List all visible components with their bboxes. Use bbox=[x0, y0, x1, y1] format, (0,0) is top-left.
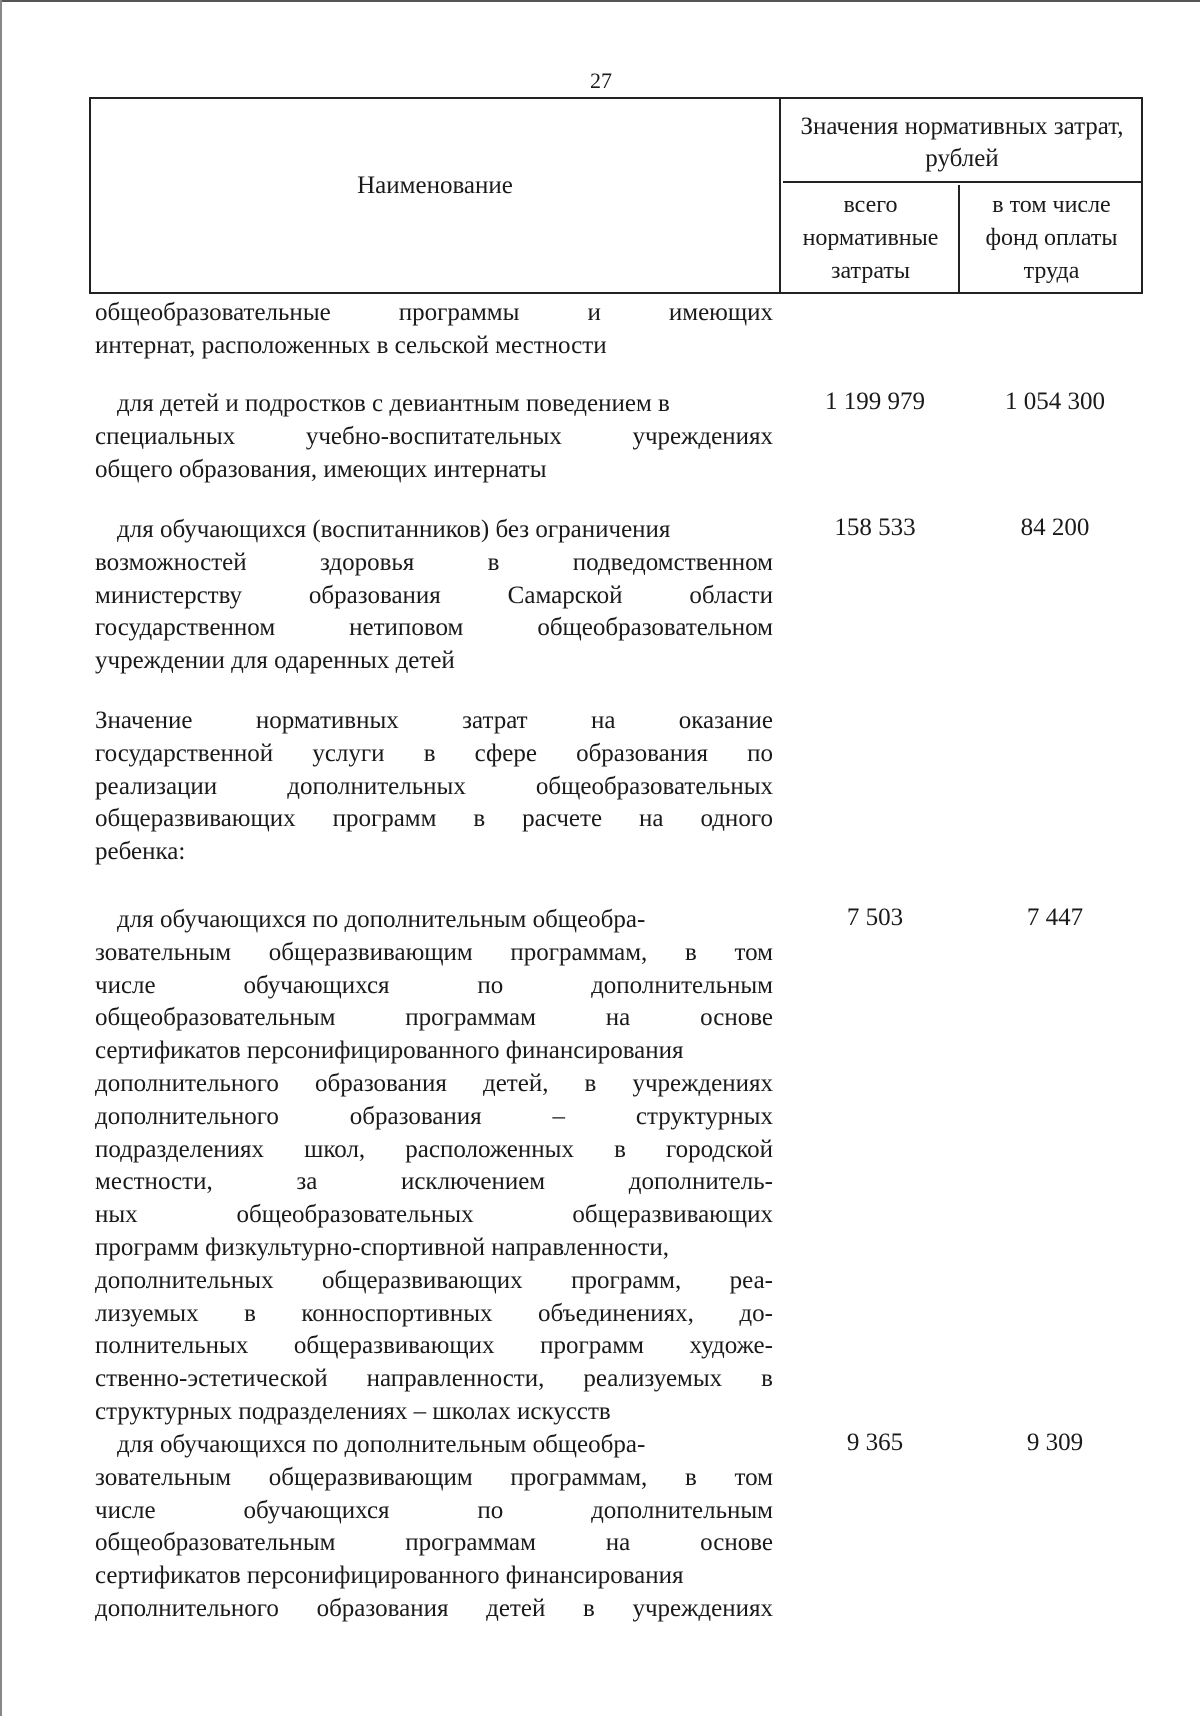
row-text-word: сфере bbox=[474, 739, 537, 767]
row-text-line bbox=[95, 1462, 773, 1495]
row-text-word: одного bbox=[700, 805, 773, 833]
page-number: 27 bbox=[590, 68, 612, 93]
row-text-word: зовательным bbox=[95, 938, 232, 966]
row-text-word: ственно-эстетической bbox=[95, 1365, 328, 1393]
row-text-word: общеразвивающих bbox=[95, 805, 296, 833]
row-text-word: программы bbox=[398, 299, 520, 326]
row-total-value: 9 365 bbox=[846, 1429, 904, 1456]
row-text-line bbox=[95, 803, 773, 836]
row-text-word: дополнительных bbox=[287, 772, 466, 800]
row-text-word: на bbox=[605, 1529, 631, 1557]
row-text-word: в bbox=[423, 739, 436, 767]
row-text-line bbox=[95, 1068, 773, 1101]
row-text-line bbox=[95, 514, 773, 547]
row-text-line bbox=[95, 705, 773, 738]
row-text-line bbox=[95, 421, 773, 454]
table-row bbox=[95, 388, 773, 486]
row-text-word: услуги bbox=[312, 739, 385, 767]
row-text-word: – bbox=[552, 1102, 566, 1130]
row-text-word: подведомственном bbox=[572, 548, 773, 576]
row-text-word: здоровья bbox=[319, 548, 415, 576]
row-text-word: образования bbox=[349, 1102, 482, 1130]
row-text-line bbox=[95, 388, 773, 421]
row-text-word: министерству bbox=[95, 581, 243, 609]
header-total-line: затраты bbox=[831, 258, 910, 284]
row-text-word: школ, bbox=[304, 1135, 366, 1163]
row-text-word: общеразвивающих bbox=[293, 1332, 495, 1360]
row-text-word: числе bbox=[95, 1496, 156, 1524]
row-text-word: в bbox=[685, 1463, 697, 1491]
row-text-word: учебно-воспитательных bbox=[305, 422, 562, 450]
row-text-word: числе bbox=[95, 971, 156, 999]
row-text-word: программ bbox=[332, 805, 437, 833]
row-text-word: дополнительных bbox=[95, 1266, 274, 1294]
row-text-line bbox=[95, 297, 773, 330]
row-text-word: нормативных bbox=[255, 707, 399, 734]
row-text-word: в bbox=[584, 1069, 597, 1097]
row-text-word: на bbox=[639, 805, 664, 833]
row-name-text bbox=[95, 1429, 773, 1626]
row-text-word: программам bbox=[405, 1004, 536, 1032]
row-payroll-value: 1 054 300 bbox=[1005, 388, 1105, 415]
header-total-line: нормативные bbox=[802, 225, 939, 251]
row-text-word: в bbox=[473, 805, 486, 833]
header-name-column: Наименование bbox=[91, 99, 781, 292]
header-total-column bbox=[783, 185, 960, 292]
row-text-line bbox=[95, 580, 773, 613]
row-text-line bbox=[95, 454, 773, 487]
row-text-word: полнительных bbox=[95, 1332, 249, 1360]
row-text-word: нетиповом bbox=[349, 614, 464, 642]
row-text-word: реа- bbox=[729, 1266, 773, 1294]
row-text-line bbox=[95, 836, 773, 869]
row-text-line bbox=[95, 970, 773, 1003]
row-text-word: образования bbox=[576, 739, 708, 767]
row-text-word: общеобразовательных bbox=[236, 1201, 474, 1229]
row-total-value: 158 533 bbox=[834, 514, 916, 541]
row-text-word: по bbox=[477, 971, 504, 999]
row-text-word: программ bbox=[540, 1332, 644, 1360]
row-text-line bbox=[95, 1560, 773, 1593]
row-text-line bbox=[95, 1232, 773, 1265]
row-text-word: детей, bbox=[482, 1069, 549, 1097]
row-text-line bbox=[95, 1330, 773, 1363]
row-text-line bbox=[95, 1265, 773, 1298]
row-text-word: реализуемых bbox=[583, 1365, 723, 1393]
row-name-text bbox=[95, 705, 773, 869]
row-text-line bbox=[95, 1002, 773, 1035]
row-total-value: 7 503 bbox=[846, 904, 904, 931]
row-text-word: структурных подразделениях – школах искусств bbox=[95, 1397, 611, 1425]
row-text-line bbox=[95, 1396, 773, 1429]
row-text-word: дополнительным bbox=[591, 1496, 773, 1524]
row-text-word: в bbox=[761, 1365, 773, 1393]
row-text-word: общеразвивающих bbox=[322, 1266, 523, 1294]
row-text-word: государственной bbox=[95, 739, 274, 767]
row-text-line bbox=[95, 330, 773, 363]
row-text-word: учреждениях bbox=[632, 1594, 773, 1622]
row-payroll-value: 9 309 bbox=[1026, 1429, 1084, 1456]
row-text-word: учреждениях bbox=[632, 422, 773, 450]
row-name-text bbox=[95, 514, 773, 678]
row-text-word: том bbox=[734, 938, 773, 966]
header-payroll-line: труда bbox=[1023, 258, 1080, 284]
row-text-word: расчете bbox=[522, 805, 603, 833]
row-text-line bbox=[95, 1134, 773, 1167]
row-text-word: общеобразовательные bbox=[95, 299, 331, 326]
row-text-word: для обучающихся по дополнительным общеобра- bbox=[117, 906, 646, 933]
table-row bbox=[95, 297, 773, 363]
table-row bbox=[95, 1429, 773, 1626]
row-text-word: Самарской bbox=[507, 581, 623, 609]
row-text-word: дополнительного bbox=[95, 1102, 279, 1130]
row-text-word: подразделениях bbox=[95, 1135, 265, 1163]
row-text-word: программам bbox=[405, 1529, 536, 1557]
row-text-word: области bbox=[689, 581, 773, 609]
row-text-word: сертификатов персонифицированного финансирования bbox=[95, 1562, 684, 1590]
row-text-word: программам, bbox=[510, 938, 648, 966]
scan-edge-top bbox=[0, 0, 1200, 2]
row-text-word: в bbox=[685, 938, 697, 966]
row-text-word: имеющих bbox=[668, 299, 773, 326]
row-text-word: программам, bbox=[510, 1463, 648, 1491]
row-text-word: образования bbox=[316, 1594, 449, 1622]
row-text-word: городской bbox=[665, 1135, 773, 1163]
row-text-word: общеобразовательным bbox=[95, 1529, 336, 1557]
row-text-line bbox=[95, 937, 773, 970]
header-payroll-line: в том числе bbox=[992, 192, 1111, 218]
row-text-line bbox=[95, 645, 773, 678]
row-text-word: дополнительным bbox=[591, 971, 773, 999]
row-text-word: для детей и подростков с девиантным поведением в bbox=[117, 390, 670, 417]
row-text-word: за bbox=[296, 1168, 318, 1196]
row-text-word: интернат, расположенных в сельской местности bbox=[95, 331, 607, 359]
row-text-word: в bbox=[582, 1594, 595, 1622]
row-text-word: учреждении для одаренных детей bbox=[95, 647, 455, 675]
row-payroll-value: 84 200 bbox=[1020, 514, 1090, 541]
row-text-word: ребенка: bbox=[95, 838, 186, 866]
row-text-line bbox=[95, 1495, 773, 1528]
row-text-word: конноспортивных bbox=[301, 1299, 493, 1327]
table-row bbox=[95, 705, 773, 869]
row-text-word: на bbox=[605, 1004, 631, 1032]
row-text-word: общеразвивающим bbox=[268, 938, 473, 966]
row-text-line bbox=[95, 1363, 773, 1396]
row-text-word: объединениях, bbox=[538, 1299, 694, 1327]
row-text-word: общеобразовательных bbox=[535, 772, 773, 800]
row-text-word: сертификатов персонифицированного финансирования bbox=[95, 1037, 684, 1065]
scan-edge-left bbox=[0, 0, 2, 1716]
row-total-value: 1 199 979 bbox=[825, 388, 925, 415]
row-text-word: по bbox=[477, 1496, 504, 1524]
row-text-word: художе- bbox=[689, 1332, 773, 1360]
row-text-word: государственном bbox=[95, 614, 276, 642]
row-text-word: программ, bbox=[571, 1266, 682, 1294]
row-text-word: детей bbox=[486, 1594, 546, 1622]
row-text-word: ных bbox=[95, 1201, 138, 1229]
row-text-word: затрат bbox=[462, 707, 528, 734]
row-name-text bbox=[95, 388, 773, 486]
row-text-word: Значение bbox=[95, 707, 193, 734]
row-text-line bbox=[95, 1429, 773, 1462]
row-text-word: общеобразовательном bbox=[537, 614, 773, 642]
header-total-line: всего bbox=[843, 192, 898, 218]
row-text-line bbox=[95, 612, 773, 645]
header-values-group: Значения нормативных затрат, рублей bbox=[783, 99, 1141, 183]
row-text-line bbox=[95, 1527, 773, 1560]
header-payroll-line: фонд оплаты bbox=[985, 225, 1118, 251]
row-text-word: для обучающихся по дополнительным общеобра- bbox=[117, 1431, 646, 1458]
row-text-line bbox=[95, 1593, 773, 1626]
row-text-line bbox=[95, 1035, 773, 1068]
row-text-word: общего образования, имеющих интернаты bbox=[95, 455, 547, 483]
row-text-line bbox=[95, 1166, 773, 1199]
row-text-word: структурных bbox=[635, 1102, 773, 1130]
row-text-word: и bbox=[587, 299, 601, 326]
row-text-line bbox=[95, 1298, 773, 1331]
row-payroll-value: 7 447 bbox=[1026, 904, 1084, 931]
row-text-word: в bbox=[487, 548, 500, 576]
row-name-text bbox=[95, 904, 773, 1429]
row-text-word: расположенных bbox=[405, 1135, 574, 1163]
row-text-line bbox=[95, 547, 773, 580]
row-text-word: для обучающихся (воспитанников) без ограничения bbox=[117, 516, 671, 543]
row-text-word: обучающихся bbox=[243, 1496, 390, 1524]
row-text-word: исключением bbox=[400, 1168, 546, 1196]
row-text-line bbox=[95, 1101, 773, 1134]
row-text-word: в bbox=[244, 1299, 256, 1327]
row-text-line bbox=[95, 1199, 773, 1232]
row-text-word: до- bbox=[739, 1299, 773, 1327]
row-text-word: программ физкультурно-спортивной направленности, bbox=[95, 1233, 669, 1261]
header-payroll-column bbox=[962, 185, 1141, 292]
row-text-word: возможностей bbox=[95, 548, 247, 576]
row-text-word: общеразвивающим bbox=[268, 1463, 473, 1491]
row-text-word: дополнитель- bbox=[628, 1168, 773, 1196]
row-text-word: основе bbox=[700, 1004, 773, 1032]
row-text-word: обучающихся bbox=[243, 971, 390, 999]
row-text-word: по bbox=[747, 739, 773, 767]
table-row bbox=[95, 514, 773, 678]
table-header bbox=[89, 97, 1143, 294]
table-row bbox=[95, 904, 773, 1429]
row-text-word: местности, bbox=[95, 1168, 213, 1196]
row-text-word: оказание bbox=[678, 707, 773, 734]
row-text-word: лизуемых bbox=[95, 1299, 199, 1327]
row-text-word: учреждениях bbox=[632, 1069, 773, 1097]
row-name-text bbox=[95, 297, 773, 363]
row-text-word: направленности, bbox=[366, 1365, 545, 1393]
row-text-word: том bbox=[734, 1463, 773, 1491]
row-text-line bbox=[95, 771, 773, 804]
row-text-word: реализации bbox=[95, 772, 218, 800]
row-text-word: дополнительного bbox=[95, 1069, 279, 1097]
row-text-word: образования bbox=[308, 581, 441, 609]
row-text-word: дополнительного bbox=[95, 1594, 279, 1622]
row-text-word: образования bbox=[315, 1069, 447, 1097]
row-text-word: общеразвивающих bbox=[572, 1201, 773, 1229]
row-text-word: основе bbox=[700, 1529, 773, 1557]
row-text-word: зовательным bbox=[95, 1463, 232, 1491]
row-text-word: на bbox=[590, 707, 616, 734]
row-text-line bbox=[95, 738, 773, 771]
row-text-word: в bbox=[614, 1135, 626, 1163]
row-text-word: общеобразовательным bbox=[95, 1004, 336, 1032]
row-text-word: специальных bbox=[95, 422, 236, 450]
row-text-line bbox=[95, 904, 773, 937]
